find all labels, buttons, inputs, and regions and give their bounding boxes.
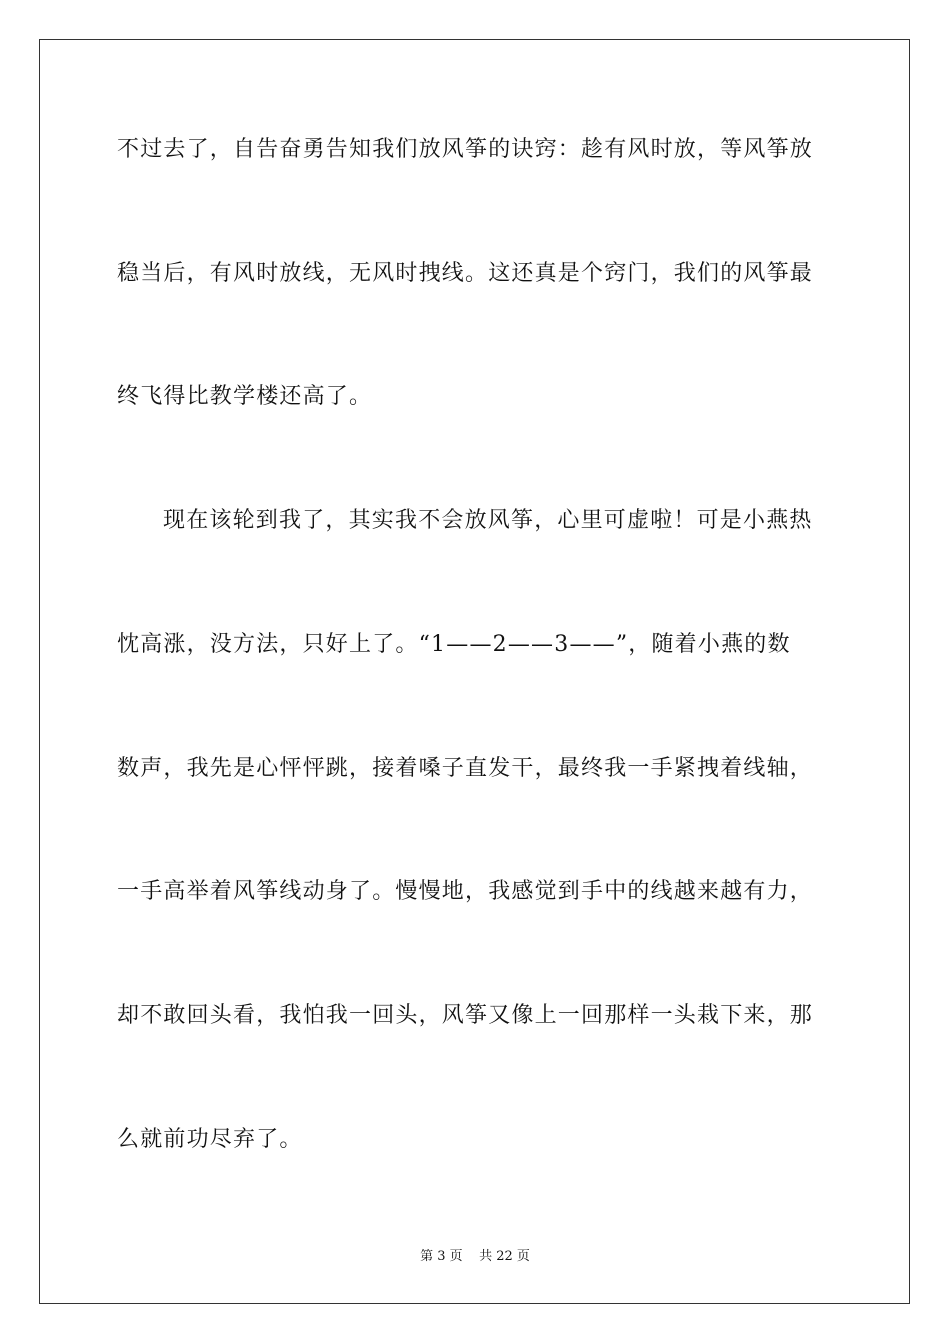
page-number-footer: 第 3 页 共 22 页: [420, 1249, 530, 1264]
text-line: 却不敢回头看，我怕我一回头，风筝又像上一回那样一头栽下来，那: [117, 1003, 814, 1028]
text-line: 忱高涨，没方法，只好上了。“1——2——3——”，随着小燕的数: [117, 632, 791, 657]
paragraph-first-line: 现在该轮到我了，其实我不会放风筝，心里可虚啦！可是小燕热: [163, 508, 813, 533]
text-line: 稳当后，有风时放线，无风时拽线。这还真是个窍门，我们的风筝最: [117, 261, 814, 286]
text-line: 终飞得比教学楼还高了。: [117, 384, 373, 409]
page-border: [39, 39, 910, 1304]
text-line: 数声，我先是心怦怦跳，接着嗓子直发干，最终我一手紧拽着线轴，: [117, 756, 814, 781]
text-line: 一手高举着风筝线动身了。慢慢地，我感觉到手中的线越来越有力，: [117, 879, 814, 904]
text-line: 不过去了，自告奋勇告知我们放风筝的诀窍：趁有风时放，等风筝放: [117, 137, 814, 162]
text-line: 么就前功尽弃了。: [117, 1127, 303, 1152]
